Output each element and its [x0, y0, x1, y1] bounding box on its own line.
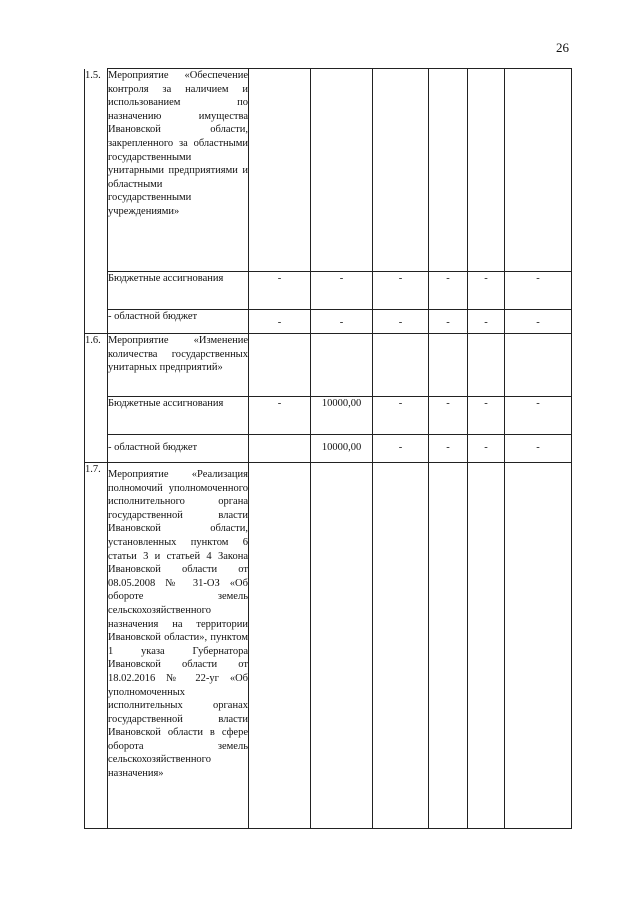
empty-cell	[249, 69, 311, 272]
table-row	[85, 272, 572, 310]
empty-cell	[249, 463, 311, 829]
row-number: 1.7.	[85, 463, 108, 829]
empty-cell	[468, 334, 505, 397]
value-cell: 10000,00	[311, 397, 373, 435]
value-cell: -	[429, 435, 468, 463]
value-cell: -	[373, 397, 429, 435]
empty-cell	[468, 463, 505, 829]
empty-cell	[468, 69, 505, 272]
empty-cell	[249, 334, 311, 397]
regional-budget-label: - областной бюджет	[108, 435, 249, 463]
empty-cell	[311, 69, 373, 272]
value-cell: -	[505, 435, 572, 463]
regional-budget-label: - областной бюджет	[108, 310, 249, 334]
empty-cell	[85, 272, 108, 310]
empty-cell	[85, 397, 108, 435]
value-cell: -	[311, 310, 373, 334]
empty-cell	[429, 334, 468, 397]
value-cell: -	[429, 397, 468, 435]
table-row	[85, 397, 572, 435]
value-cell: -	[505, 397, 572, 435]
empty-cell	[373, 334, 429, 397]
value-cell: -	[468, 310, 505, 334]
empty-cell	[311, 334, 373, 397]
table-row	[85, 435, 572, 463]
budget-table	[84, 68, 572, 829]
empty-cell	[311, 463, 373, 829]
table-row	[85, 334, 572, 397]
value-cell	[249, 435, 311, 463]
value-cell: -	[429, 310, 468, 334]
table-row	[85, 69, 572, 272]
empty-cell	[429, 463, 468, 829]
empty-cell	[505, 69, 572, 272]
page-number: 26	[556, 40, 569, 55]
value-cell: -	[311, 272, 373, 310]
value-cell: -	[249, 397, 311, 435]
value-cell: -	[249, 310, 311, 334]
empty-cell	[505, 463, 572, 829]
value-cell: -	[373, 435, 429, 463]
value-cell: -	[505, 272, 572, 310]
value-cell: 10000,00	[311, 435, 373, 463]
value-cell: -	[249, 272, 311, 310]
empty-cell	[85, 435, 108, 463]
value-cell: -	[505, 310, 572, 334]
empty-cell	[505, 334, 572, 397]
value-cell: -	[468, 397, 505, 435]
row-number: 1.6.	[85, 334, 108, 397]
measure-title: Мероприятие «Реализация полномочий уполномоченного исполнительного органа государственной власти Ивановской области, установленных пунктом 6 статьи 3 и статьей 4 Закона Ивановской области от 08.05.2008 № 31-ОЗ «Об обороте земель сельскохозяйственного назначения на территории Ивановской области», пунктом 1 указа Губернатора Ивановской области от 18.02.2016 № 22-уг «Об уполномоченных исполнительных органах государственной власти Ивановской области в сфере оборота земель сельскохозяйственного назначения»	[108, 463, 249, 829]
value-cell: -	[468, 435, 505, 463]
measure-title: Мероприятие «Изменение количества государственных унитарных предприятий»	[108, 334, 249, 397]
empty-cell	[429, 69, 468, 272]
table-row	[85, 310, 572, 334]
budget-label: Бюджетные ассигнования	[108, 397, 249, 435]
empty-cell	[373, 69, 429, 272]
row-number: 1.5.	[85, 69, 108, 272]
value-cell: -	[429, 272, 468, 310]
value-cell: -	[373, 310, 429, 334]
budget-label: Бюджетные ассигнования	[108, 272, 249, 310]
measure-title: Мероприятие «Обеспечение контроля за наличием и использованием по назначению имущества Ивановской области, закрепленного за областными государственными унитарными предприятиями и областными государственными учреждениями»	[108, 69, 249, 272]
empty-cell	[373, 463, 429, 829]
value-cell: -	[468, 272, 505, 310]
table-row	[85, 463, 572, 829]
empty-cell	[85, 310, 108, 334]
value-cell: -	[373, 272, 429, 310]
